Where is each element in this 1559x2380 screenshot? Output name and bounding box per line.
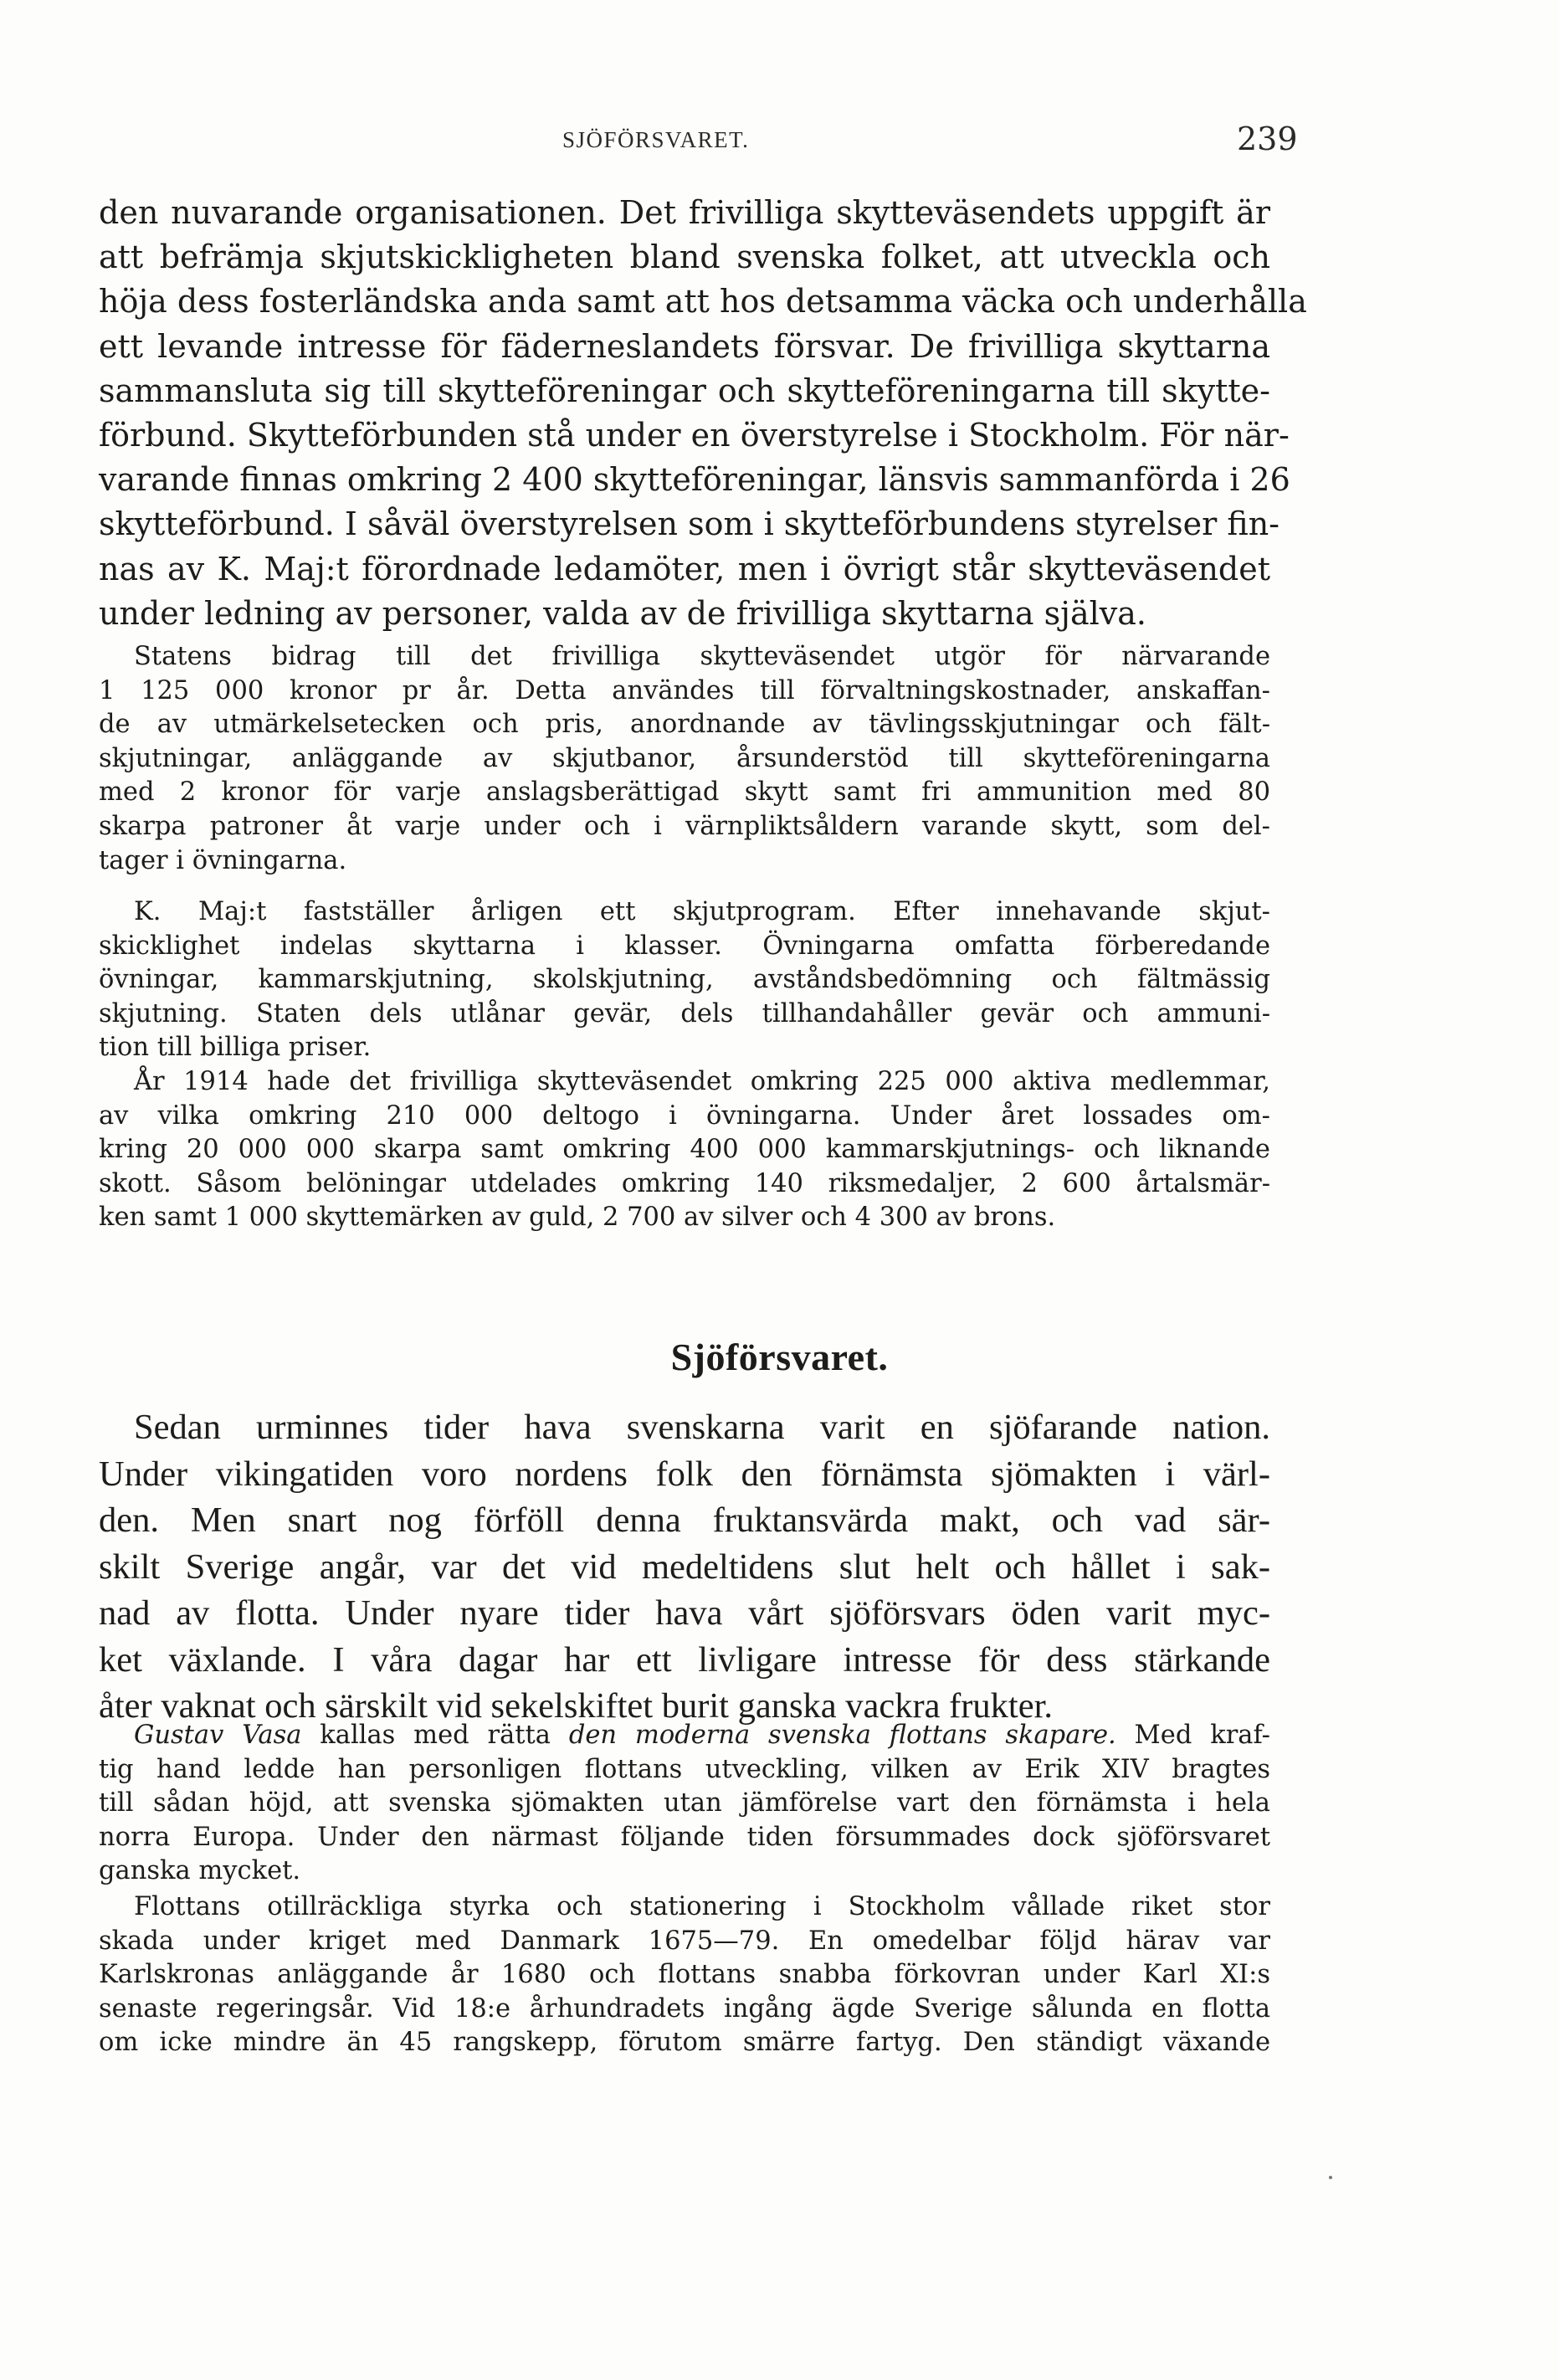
paragraph-organisation: [99, 191, 1307, 636]
text-line: skott. Såsom belöningar utdelades omkring 140 riksmedaljer, 2 600 årtalsmär-: [99, 1168, 1270, 1198]
running-head: [0, 121, 1559, 161]
text-line: skjutningar, anläggande av skjutbanor, årsunderstöd till skytteföreningarna: [99, 743, 1270, 773]
text-line: kring 20 000 000 skarpa samt omkring 400 000 kammarskjutnings- och liknande: [99, 1135, 1270, 1165]
text-line: skicklighet indelas skyttarna i klasser. Övningarna omfatta förberedande: [99, 931, 1270, 961]
text-line: Statens bidrag till det frivilliga skytteväsendet utgör för närvarande: [134, 642, 1270, 671]
page-number: 239: [1237, 121, 1298, 157]
text-line: till sådan höjd, att svenska sjömakten utan jämförelse vart den förnämsta i hela: [99, 1788, 1270, 1818]
running-title: SJÖFÖRSVARET.: [562, 127, 750, 152]
text-line: de av utmärkelsetecken och pris, anordnande av tävlingsskjutningar och fält-: [99, 710, 1270, 740]
paragraph-skjutprogram: [99, 895, 1270, 1065]
text-line: den nuvarande organisationen. Det frivilliga skytteväsendets uppgift är: [99, 194, 1270, 231]
text-line: nad av flotta. Under nyare tider hava vårt sjöförsvars öden varit myc-: [99, 1593, 1270, 1633]
text-line: Flottans otillräckliga styrka och stationering i Stockholm vållade riket stor: [134, 1892, 1270, 1921]
text-fragment: Med kraf-: [1115, 1721, 1270, 1750]
text-line: under ledning av personer, valda av de frivilliga skyttarna själva.: [99, 594, 1146, 632]
text-line: av vilka omkring 210 000 deltogo i övningarna. Under året lossades om-: [99, 1100, 1270, 1131]
text-line: Karlskronas anläggande år 1680 och flottans snabba förkovran under Karl XI:s: [99, 1960, 1270, 1990]
text-fragment: kallas med rätta: [301, 1721, 569, 1750]
text-line: Under vikingatiden voro nordens folk den förnämsta sjömakten i värl-: [99, 1454, 1270, 1494]
print-speck: [1329, 2176, 1332, 2179]
paragraph-sjoforsvaret-intro: [99, 1404, 1270, 1730]
text-line: varande finnas omkring 2 400 skytteföreningar, länsvis sammanförda i 26: [99, 461, 1290, 499]
text-line: norra Europa. Under den närmast följande tiden försummades dock sjöförsvaret: [99, 1822, 1270, 1852]
italic-name: Gustav Vasa: [134, 1721, 302, 1750]
text-line: K. Maj:t fastställer årligen ett skjutprogram. Efter innehavande skjut-: [134, 897, 1270, 926]
text-line: tager i övningarna.: [99, 845, 347, 875]
italic-phrase: den moderna svenska flottans skapare.: [568, 1721, 1116, 1750]
paragraph-ar-1914: [99, 1065, 1270, 1235]
text-line: skjutning. Staten dels utlånar gevär, dels tillhandahåller gevär och ammuni-: [99, 998, 1270, 1028]
text-line: höja dess fosterländska anda samt att hos detsamma väcka och underhålla: [99, 283, 1307, 321]
text-line: [99, 1719, 1270, 1753]
text-line: åter vaknat och särskilt vid sekelskiftet burit ganska vackra frukter.: [99, 1686, 1054, 1726]
text-line: nas av K. Maj:t förordnade ledamöter, men i övrigt står skytteväsendet: [99, 550, 1270, 587]
text-line: skarpa patroner åt varje under och i värnpliktsåldern varande skytt, som del-: [99, 811, 1270, 841]
text-line: tion till billiga priser.: [99, 1033, 372, 1063]
paragraph-statens-bidrag: [99, 640, 1270, 878]
text-line: ket växlande. I våra dagar har ett livligare intresse för dess stärkande: [99, 1639, 1270, 1680]
text-line: senaste regeringsår. Vid 18:e århundradets ingång ägde Sverige sålunda en flotta: [99, 1993, 1270, 2024]
text-line: 1 125 000 kronor pr år. Detta användes till förvaltningskostnader, anskaffan-: [99, 675, 1270, 705]
text-line: ett levande intresse för fäderneslandets försvar. De frivilliga skyttarna: [99, 327, 1270, 365]
text-line: skilt Sverige angår, var det vid medeltidens slut helt och hållet i sak-: [99, 1546, 1270, 1587]
section-heading: Sjöförsvaret.: [670, 1336, 889, 1378]
text-line: skytteförbund. I såväl överstyrelsen som i skytteförbundens styrelser fin-: [99, 505, 1280, 543]
text-line: övningar, kammarskjutning, skolskjutning, avståndsbedömning och fältmässig: [99, 965, 1270, 995]
text-line: ganska mycket.: [99, 1856, 301, 1886]
text-line: skada under kriget med Danmark 1675—79. En omedelbar följd härav var: [99, 1926, 1270, 1956]
text-line: att befrämja skjutskickligheten bland svenska folket, att utveckla och: [99, 239, 1270, 276]
text-line: förbund. Skytteförbunden stå under en överstyrelse i Stockholm. För när-: [99, 417, 1290, 454]
text-line: om icke mindre än 45 rangskepp, förutom smärre fartyg. Den ständigt växande: [99, 2028, 1270, 2058]
text-line: År 1914 hade det frivilliga skytteväsendet omkring 225 000 aktiva medlemmar,: [134, 1067, 1270, 1096]
text-line: Sedan urminnes tider hava svenskarna varit en sjöfarande nation.: [134, 1408, 1270, 1447]
paragraph-gustav-vasa: [99, 1719, 1270, 1889]
text-line: tig hand ledde han personligen flottans utveckling, vilken av Erik XIV bragtes: [99, 1754, 1270, 1784]
text-line: ken samt 1 000 skyttemärken av guld, 2 700 av silver och 4 300 av brons.: [99, 1203, 1056, 1233]
text-line: sammansluta sig till skytteföreningar och skytteföreningarna till skytte-: [99, 372, 1270, 409]
text-line: den. Men snart nog förföll denna fruktansvärda makt, och vad sär-: [99, 1500, 1270, 1540]
text-line: med 2 kronor för varje anslagsberättigad skytt samt fri ammunition med 80: [99, 777, 1270, 808]
paragraph-flottans-styrka: [99, 1890, 1270, 2060]
